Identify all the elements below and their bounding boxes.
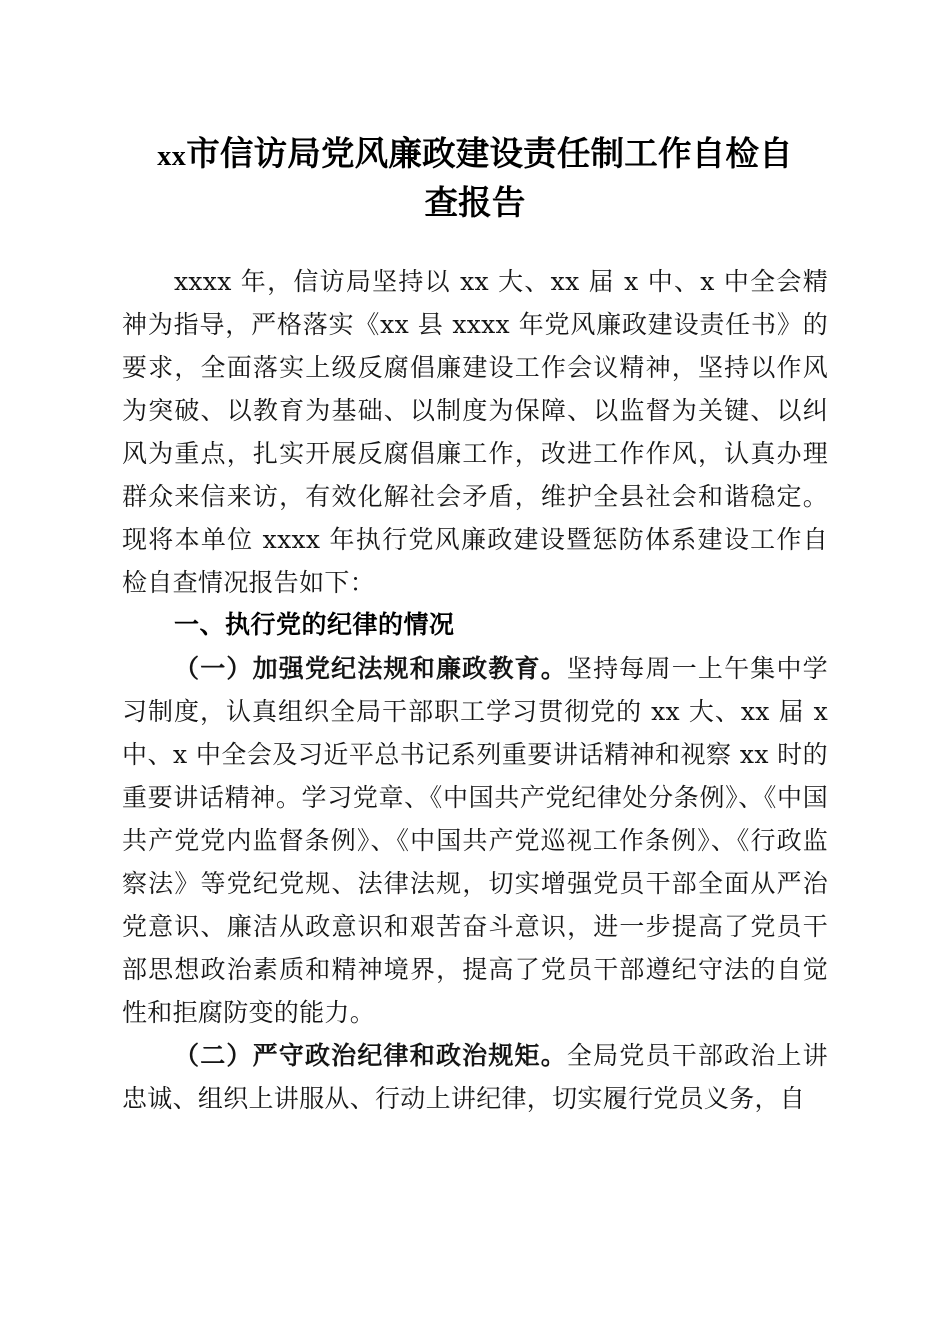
paragraph-text-1-2: 全局党员干部政治上讲忠诚、组织上讲服从、行动上讲纪律，切实履行党员义务，自: [122, 1041, 828, 1113]
paragraph-lead-1-2: （二）严守政治纪律和政治规矩。: [174, 1041, 567, 1070]
paragraph-sub-1-2: [122, 1034, 828, 1120]
paragraph-lead-1-1: （一）加强党纪法规和廉政教育。: [174, 654, 567, 683]
section-heading-1: 一、执行党的纪律的情况: [174, 611, 455, 639]
title-line-2: 查报告: [424, 185, 526, 222]
document-body: [122, 260, 828, 1120]
paragraph-text-1-1: 坚持每周一上午集中学习制度，认真组织全局干部职工学习贯彻党的 xx 大、xx 届 x 中、x 中全会及习近平总书记系列重要讲话精神和视察 xx 时的重要讲话精神。学习党章、《中国共产党纪律处分条例》、《中国共产党党内监督条例》、《中国共产党巡视工作条例》、《行政监察法》等党纪党规、法律法规，切实增强党员干部全面从严治党意识、廉洁从政意识和艰苦奋斗意识，进一步提高了党员干部思想政治素质和精神境界，提高了党员干部遵纪守法的自觉性和拒腐防变的能力。: [122, 654, 828, 1027]
title-line-1-rest: 市信访局党风廉政建设责任制工作自检自: [186, 136, 793, 173]
paragraph-intro: xxxx 年，信访局坚持以 xx 大、xx 届 x 中、x 中全会精神为指导，严格落实《xx 县 xxxx 年党风廉政建设责任书》的要求，全面落实上级反腐倡廉建设工作会议精神，坚持以作风为突破、以教育为基础、以制度为保障、以监督为关键、以纠风为重点，扎实开展反腐倡廉工作，改进工作作风，认真办理群众来信来访，有效化解社会矛盾，维护全县社会和谐稳定。现将本单位 xxxx 年执行党风廉政建设暨惩防体系建设工作自检自查情况报告如下：: [122, 267, 828, 597]
paragraph-sub-1-1: [122, 647, 828, 1034]
document-content: [122, 0, 828, 1120]
title-latin-prefix: xx: [157, 141, 187, 172]
page-title: [122, 0, 828, 227]
